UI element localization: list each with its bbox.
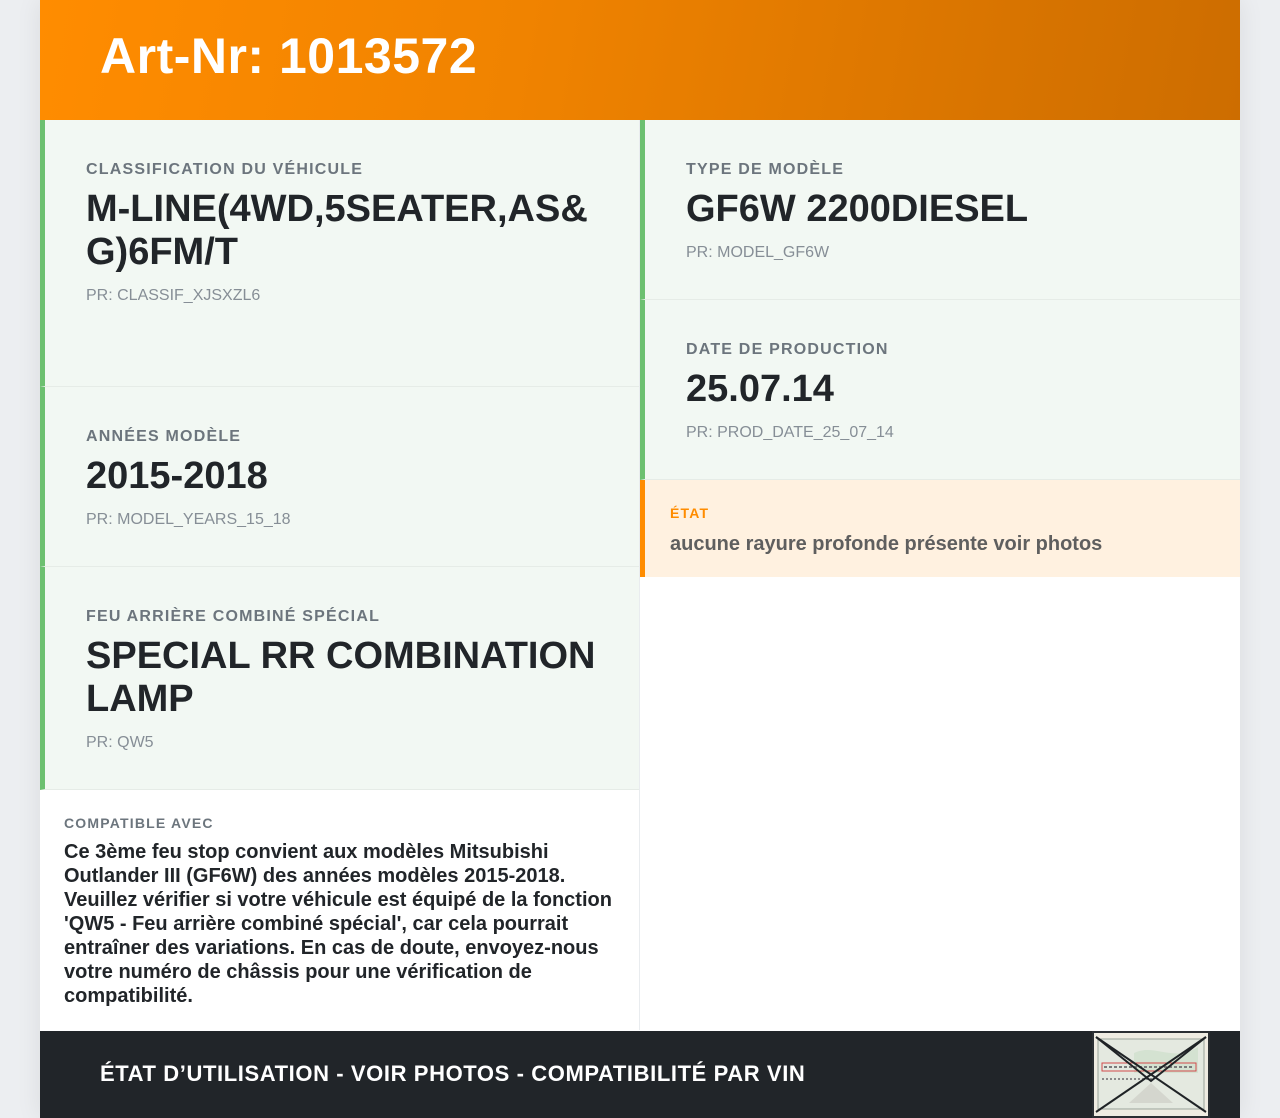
card-label: CLASSIFICATION DU VÉHICULE	[86, 161, 364, 178]
footer-text: ÉTAT D’UTILISATION - VOIR PHOTOS - COMPATIBILITÉ PAR VIN	[100, 1061, 806, 1086]
vin-document-thumbnail-icon[interactable]	[1092, 1031, 1210, 1118]
left-column	[40, 120, 640, 1030]
condition-notice	[640, 480, 1240, 577]
compatibility-text: Ce 3ème feu stop convient aux modèles Mitsubishi Outlander III (GF6W) des années modèles 2015-2018. Veuillez vérifier si votre véhicule est équipé de la fonction 'QW5 - Feu arrière combiné spécial', car cela pourrait entraîner des variations. En cas de doute, envoyez-nous votre numéro de châssis pour une vérification de compatibilité.	[64, 841, 612, 1007]
info-card-classification	[40, 120, 639, 387]
card-value: 2015-2018	[86, 455, 268, 497]
card-code: PR: QW5	[86, 734, 154, 751]
condition-text: aucune rayure profonde présente voir photos	[670, 533, 1103, 555]
header-banner	[40, 0, 1240, 120]
card-value: 25.07.14	[686, 368, 834, 410]
card-code: PR: PROD_DATE_25_07_14	[686, 424, 894, 441]
card-value: GF6W 2200DIESEL	[686, 188, 1029, 230]
card-value: SPECIAL RR COMBINATION LAMP	[86, 635, 596, 720]
footer-bar	[40, 1031, 1240, 1118]
card-code: PR: MODEL_GF6W	[686, 244, 830, 261]
card-label: TYPE DE MODÈLE	[686, 161, 845, 178]
info-card-rear-lamp	[40, 567, 639, 790]
card-code: PR: CLASSIF_XJSXZL6	[86, 287, 261, 304]
condition-label: ÉTAT	[670, 505, 710, 521]
page-title: Art-Nr: 1013572	[100, 28, 478, 84]
compatibility-label: COMPATIBLE AVEC	[64, 815, 214, 831]
info-card-model-type	[640, 120, 1240, 300]
product-sheet	[40, 0, 1240, 1118]
info-card-production-date	[640, 300, 1240, 480]
info-card-model-years	[40, 387, 639, 567]
card-label: ANNÉES MODÈLE	[86, 428, 242, 445]
right-column	[640, 120, 1240, 1030]
card-label: DATE DE PRODUCTION	[686, 341, 889, 358]
card-label: FEU ARRIÈRE COMBINÉ SPÉCIAL	[86, 608, 381, 625]
card-code: PR: MODEL_YEARS_15_18	[86, 511, 291, 528]
compatibility-section	[40, 790, 639, 1008]
card-value: M-LINE(4WD,5SEATER,AS&G)6FM/T	[86, 188, 588, 273]
